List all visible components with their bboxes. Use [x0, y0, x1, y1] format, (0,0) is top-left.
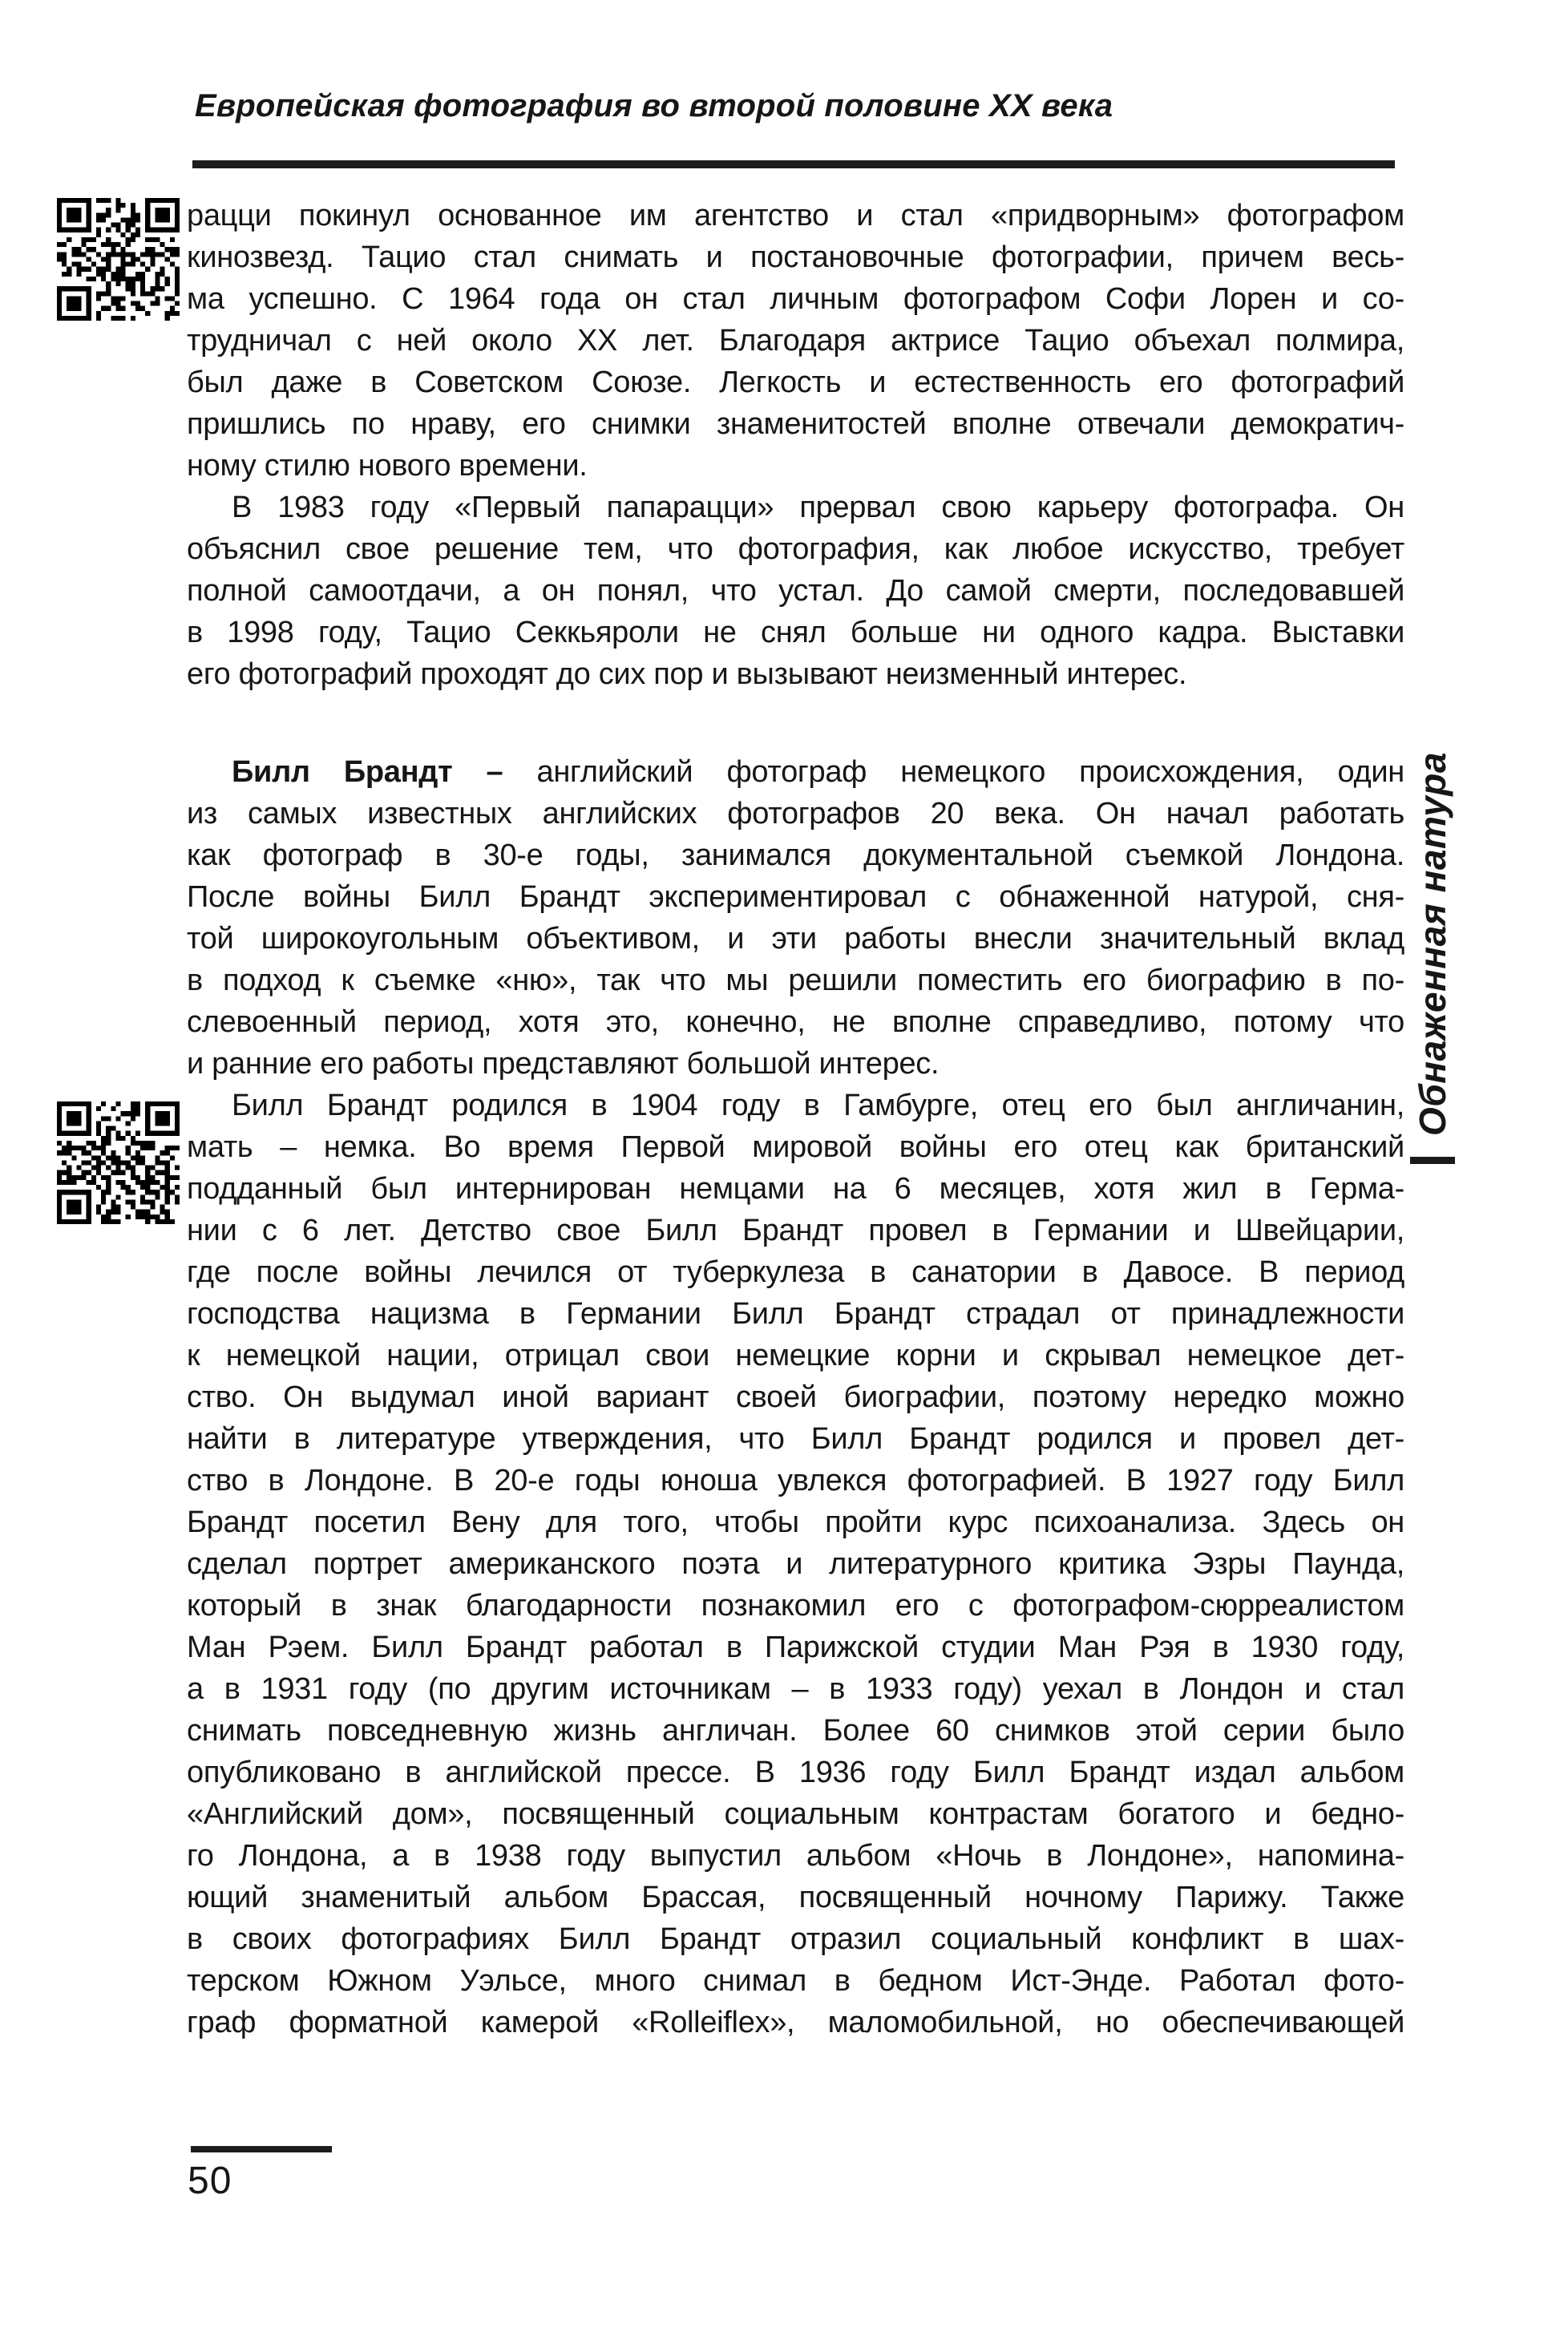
- running-header: Европейская фотография во второй половине XX века: [195, 88, 1113, 123]
- bold-run: Билл Брандт –: [232, 755, 503, 789]
- text-line: в подход к съемке «ню», так что мы решили поместить его биографию в по-: [187, 964, 1404, 997]
- footer-rule: [191, 2146, 332, 2152]
- text-line: трудничал с ней около XX лет. Благодаря актрисе Тацио объехал полмира,: [187, 324, 1404, 358]
- text-line: был даже в Советском Союзе. Легкость и естественность его фотографий: [187, 366, 1404, 399]
- text-line: ющий знаменитый альбом Брассая, посвященный ночному Парижу. Также: [187, 1881, 1404, 1914]
- text-line: сделал портрет американского поэта и литературного критика Эзры Паунда,: [187, 1547, 1404, 1581]
- text-line: ство. Он выдумал иной вариант своей биографии, поэтому нередко можно: [187, 1380, 1404, 1414]
- section-tick-mark: [1410, 1157, 1455, 1164]
- text-line: ному стилю нового времени.: [187, 449, 588, 483]
- text-run: английский фотограф немецкого происхождения, один: [503, 755, 1404, 789]
- text-line: той широкоугольным объективом, и эти работы внесли значительный вклад: [187, 922, 1404, 956]
- text-line: нии с 6 лет. Детство свое Билл Брандт провел в Германии и Швейцарии,: [187, 1214, 1404, 1247]
- paragraph: [187, 487, 1404, 695]
- text-line: ма успешно. С 1964 года он стал личным фотографом Софи Лорен и со-: [187, 282, 1404, 316]
- text-line: кинозвезд. Тацио стал снимать и постановочные фотографии, причем весь-: [187, 240, 1404, 274]
- text-line: Билл Брандт родился в 1904 году в Гамбурге, отец его был англичанин,: [232, 1089, 1404, 1122]
- text-line: Брандт посетил Вену для того, чтобы пройти курс психоанализа. Здесь он: [187, 1506, 1404, 1539]
- text-line: господства нацизма в Германии Билл Брандт страдал от принадлежности: [187, 1297, 1404, 1331]
- text-line: пришлись по нраву, его снимки знаменитостей вполне отвечали демократич-: [187, 407, 1404, 441]
- qr-code-icon: [57, 1101, 180, 1224]
- paragraph: [187, 1085, 1404, 2043]
- text-line: полной самоотдачи, а он понял, что устал. До самой смерти, последовавшей: [187, 574, 1404, 608]
- text-line: в 1998 году, Тацио Секкьяроли не снял больше ни одного кадра. Выставки: [187, 616, 1404, 649]
- section-label-text: Обнаженная натура: [1412, 752, 1453, 1136]
- text-line: и ранние его работы представляют большой интерес.: [187, 1047, 940, 1081]
- page-number: 50: [188, 2160, 232, 2202]
- text-line: найти в литературе утверждения, что Билл Брандт родился и провел дет-: [187, 1422, 1404, 1456]
- text-line: терском Южном Уэльсе, много снимал в бедном Ист-Энде. Работал фото-: [187, 1964, 1404, 1998]
- text-line: к немецкой нации, отрицал свои немецкие корни и скрывал немецкое дет-: [187, 1339, 1404, 1372]
- text-line: «Английский дом», посвященный социальным контрастам богатого и бедно-: [187, 1797, 1404, 1831]
- text-line: В 1983 году «Первый папарацци» прервал свою карьеру фотографа. Он: [232, 491, 1404, 524]
- text-line: в своих фотографиях Билл Брандт отразил социальный конфликт в шах-: [187, 1922, 1404, 1956]
- text-line: После войны Билл Брандт экспериментировал с обнаженной натурой, сня-: [187, 880, 1404, 914]
- body-text: [187, 195, 1404, 2043]
- text-line: го Лондона, а в 1938 году выпустил альбом «Ночь в Лондоне», напомина-: [187, 1839, 1404, 1873]
- text-line: объяснил свое решение тем, что фотография, как любое искусство, требует: [187, 532, 1404, 566]
- text-line: слевоенный период, хотя это, конечно, не вполне справедливо, потому что: [187, 1005, 1404, 1039]
- paragraph: [187, 751, 1404, 1085]
- text-line: из самых известных английских фотографов 20 века. Он начал работать: [187, 797, 1404, 831]
- text-line: граф форматной камерой «Rolleiflex», маломобильной, но обеспечивающей: [187, 2006, 1404, 2039]
- text-line: как фотограф в 30-е годы, занимался документальной съемкой Лондона.: [187, 839, 1404, 872]
- text-line: который в знак благодарности познакомил его с фотографом-сюрреалистом: [187, 1589, 1404, 1623]
- text-line: а в 1931 году (по другим источникам – в 1933 году) уехал в Лондон и стал: [187, 1672, 1404, 1706]
- text-line: его фотографий проходят до сих пор и вызывают неизменный интерес.: [187, 657, 1187, 691]
- qr-code-icon: [57, 198, 180, 321]
- text-line: [187, 751, 1404, 793]
- text-line: подданный был интернирован немцами на 6 месяцев, хотя жил в Герма-: [187, 1172, 1404, 1206]
- text-line: опубликовано в английской прессе. В 1936 году Билл Брандт издал альбом: [187, 1756, 1404, 1789]
- paragraph: [187, 195, 1404, 487]
- margin-section-label: [1408, 747, 1457, 1164]
- text-line: мать – немка. Во время Первой мировой войны его отец как британский: [187, 1130, 1404, 1164]
- text-line: Ман Рэем. Билл Брандт работал в Парижской студии Ман Рэя в 1930 году,: [187, 1631, 1404, 1664]
- header-rule: [192, 160, 1395, 168]
- text-line: рацци покинул основанное им агентство и стал «придворным» фотографом: [187, 199, 1404, 232]
- text-line: где после войны лечился от туберкулеза в санатории в Давосе. В период: [187, 1255, 1404, 1289]
- text-line: снимать повседневную жизнь англичан. Более 60 снимков этой серии было: [187, 1714, 1404, 1748]
- text-line: ство в Лондоне. В 20-е годы юноша увлекся фотографией. В 1927 году Билл: [187, 1464, 1404, 1497]
